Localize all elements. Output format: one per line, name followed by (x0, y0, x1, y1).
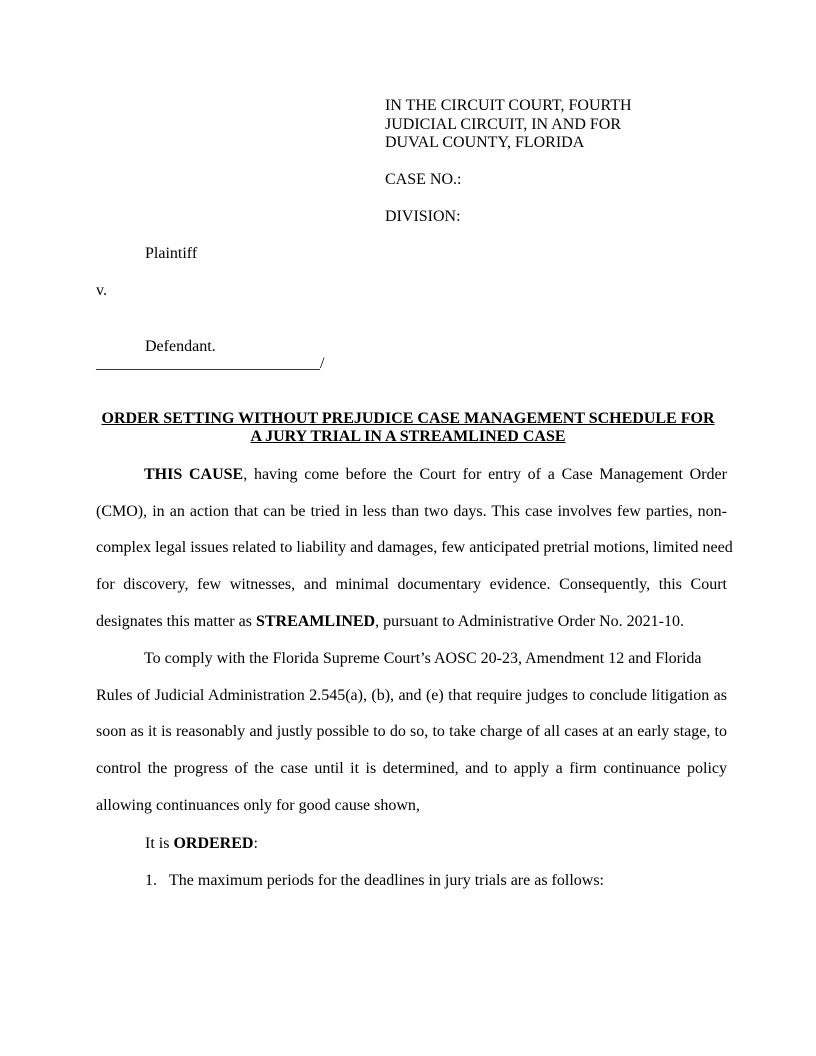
paragraph-line: Rules of Judicial Administration 2.545(a), (b), and (e) that require judges to conclude litigation as (96, 686, 727, 704)
defendant-label: Defendant. (145, 338, 216, 355)
court-line-2: JUDICIAL CIRCUIT, IN AND FOR (385, 115, 621, 133)
order-title (80, 410, 736, 446)
ordered-post-text: : (253, 835, 258, 852)
paragraph-line: for discovery, few witnesses, and minimal documentary evidence. Consequently, this Court (96, 576, 727, 594)
paragraph-line (96, 604, 727, 641)
signature-line: ____________________________/ (96, 355, 325, 372)
versus-label: v. (96, 282, 107, 299)
paragraph-text: designates this matter as (96, 612, 256, 630)
paragraph-line: To comply with the Florida Supreme Court’s AOSC 20-23, Amendment 12 and Florida (144, 650, 702, 667)
list-item-1-number: 1. (145, 872, 157, 889)
ordered-pre-text: It is (145, 835, 174, 852)
paragraph-text: , pursuant to Administrative Order No. 2021-10. (375, 612, 684, 630)
court-caption (385, 97, 632, 153)
ordered-bold: ORDERED (173, 835, 254, 852)
order-title-line-2: A JURY TRIAL IN A STREAMLINED CASE (250, 428, 566, 445)
court-line-1: IN THE CIRCUIT COURT, FOURTH (385, 97, 632, 114)
paragraph-line (96, 457, 727, 494)
ordered-line (145, 835, 258, 853)
paragraph-text: , having come before the Court for entry of a Case Management Order (243, 466, 727, 483)
paragraph-line: complex legal issues related to liability and damages, few anticipated pretrial motions, limited need (96, 539, 733, 557)
paragraph-to-comply (96, 641, 727, 824)
court-line-3: DUVAL COUNTY, FLORIDA (385, 134, 585, 151)
paragraph-line: (CMO), in an action that can be tried in less than two days. This case involves few parties, non- (96, 502, 727, 520)
list-item-1-text: The maximum periods for the deadlines in jury trials are as follows: (169, 872, 604, 889)
order-title-line-1: ORDER SETTING WITHOUT PREJUDICE CASE MANAGEMENT SCHEDULE FOR (101, 410, 715, 427)
paragraph-line: soon as it is reasonably and justly possible to do so, to take charge of all cases at an early stage, to (96, 723, 727, 741)
division-label: DIVISION: (385, 208, 461, 225)
this-cause-bold: THIS CAUSE (144, 466, 244, 483)
paragraph-this-cause (96, 457, 733, 640)
paragraph-line: control the progress of the case until it is determined, and to apply a firm continuance policy (96, 760, 727, 778)
streamlined-bold: STREAMLINED (255, 612, 376, 630)
plaintiff-label: Plaintiff (145, 245, 198, 262)
case-number-label: CASE NO.: (385, 171, 462, 188)
paragraph-line: allowing continuances only for good cause shown, (96, 796, 420, 814)
